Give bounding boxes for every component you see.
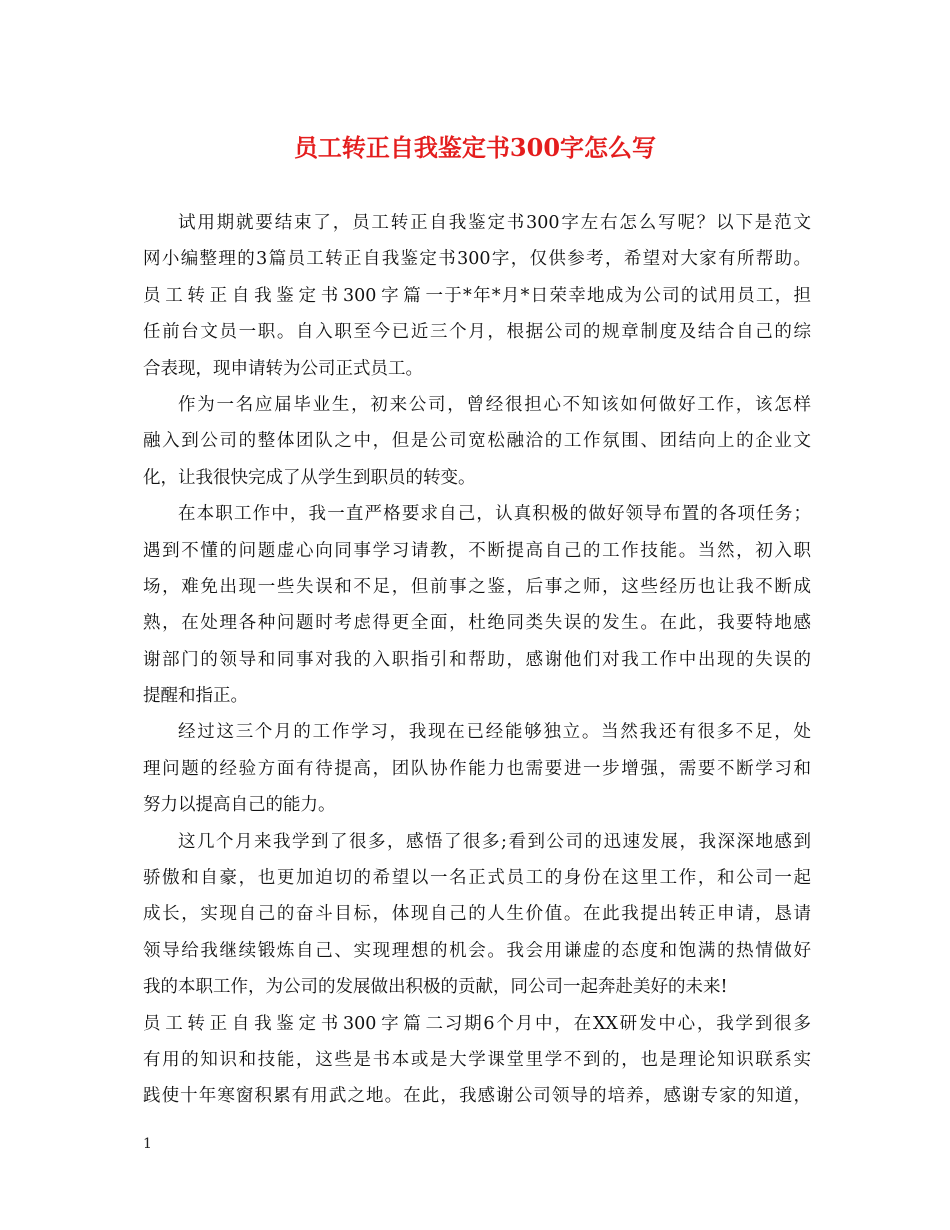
- section-line: [143, 1006, 811, 1042]
- text-line: 在本职工作中，我一直严格要求自己，认真积极的做好领导布置的各项任务；: [178, 504, 811, 525]
- section-title: 员工转正自我鉴定书300字篇一: [143, 285, 443, 306]
- section-title: 员工转正自我鉴定书300字篇二: [143, 1013, 443, 1034]
- text-line: 网小编整理的3篇员工转正自我鉴定书300字，仅供参考，希望对大家有所帮助。: [143, 249, 811, 270]
- section-line: [143, 278, 811, 314]
- text-line: 经过这三个月的工作学习，我现在已经能够独立。当然我还有很多不足，处: [178, 722, 811, 743]
- text-line: 谢部门的领导和同事对我的入职指引和帮助，感谢他们对我工作中出现的失误的: [143, 649, 811, 670]
- text-line: 任前台文员一职。自入职至今已近三个月，根据公司的规章制度及结合自己的综: [143, 322, 811, 343]
- text-line: 作为一名应届毕业生，初来公司，曾经很担心不知该如何做好工作，该怎样: [178, 394, 811, 415]
- text-line: 践使十年寒窗积累有用武之地。在此，我感谢公司领导的培养，感谢专家的知道，: [143, 1086, 811, 1107]
- page-number: 1: [143, 1136, 152, 1152]
- text-line: 骄傲和自豪，也更加迫切的希望以一名正式员工的身份在这里工作，和公司一起: [143, 868, 811, 889]
- text-line: 有用的知识和技能，这些是书本或是大学课堂里学不到的，也是理论知识联系实: [143, 1049, 811, 1070]
- text-line: 于*年*月*日荣幸地成为公司的试用员工，担: [443, 285, 811, 306]
- document-title: 员工转正自我鉴定书300字怎么写: [293, 133, 657, 162]
- text-line: 习期6个月中，在XX研发中心，我学到很多: [443, 1013, 811, 1034]
- text-line: 合表现，现申请转为公司正式员工。: [143, 358, 423, 379]
- document-body: [143, 205, 811, 1115]
- text-line: 熟，在处理各种问题时考虑得更全面，杜绝同类失误的发生。在此，我要特地感: [143, 613, 811, 634]
- text-line: 试用期就要结束了，员工转正自我鉴定书300字左右怎么写呢？以下是范文: [178, 213, 811, 233]
- text-line: 我的本职工作，为公司的发展做出积极的贡献，同公司一起奔赴美好的未来!: [143, 977, 728, 998]
- text-line: 努力以提高自己的能力。: [143, 795, 336, 816]
- text-line: 领导给我继续锻炼自己、实现理想的机会。我会用谦虚的态度和饱满的热情做好: [143, 940, 811, 961]
- text-line: 这几个月来我学到了很多，感悟了很多;看到公司的迅速发展，我深深地感到: [178, 831, 811, 852]
- text-line: 融入到公司的整体团队之中，但是公司宽松融洽的工作氛围、团结向上的企业文: [143, 431, 811, 452]
- text-line: 遇到不懂的问题虚心向同事学习请教，不断提高自己的工作技能。当然，初入职: [143, 540, 811, 561]
- text-line: 场，难免出现一些失误和不足，但前事之鉴，后事之师，这些经历也让我不断成: [143, 576, 811, 597]
- text-line: 化，让我很快完成了从学生到职员的转变。: [143, 467, 476, 488]
- text-line: 成长，实现自己的奋斗目标，体现自己的人生价值。在此我提出转正申请，恳请: [143, 904, 811, 925]
- text-line: 理问题的经验方面有待提高，团队协作能力也需要进一步增强，需要不断学习和: [143, 758, 811, 779]
- text-line: 提醒和指正。: [143, 686, 248, 707]
